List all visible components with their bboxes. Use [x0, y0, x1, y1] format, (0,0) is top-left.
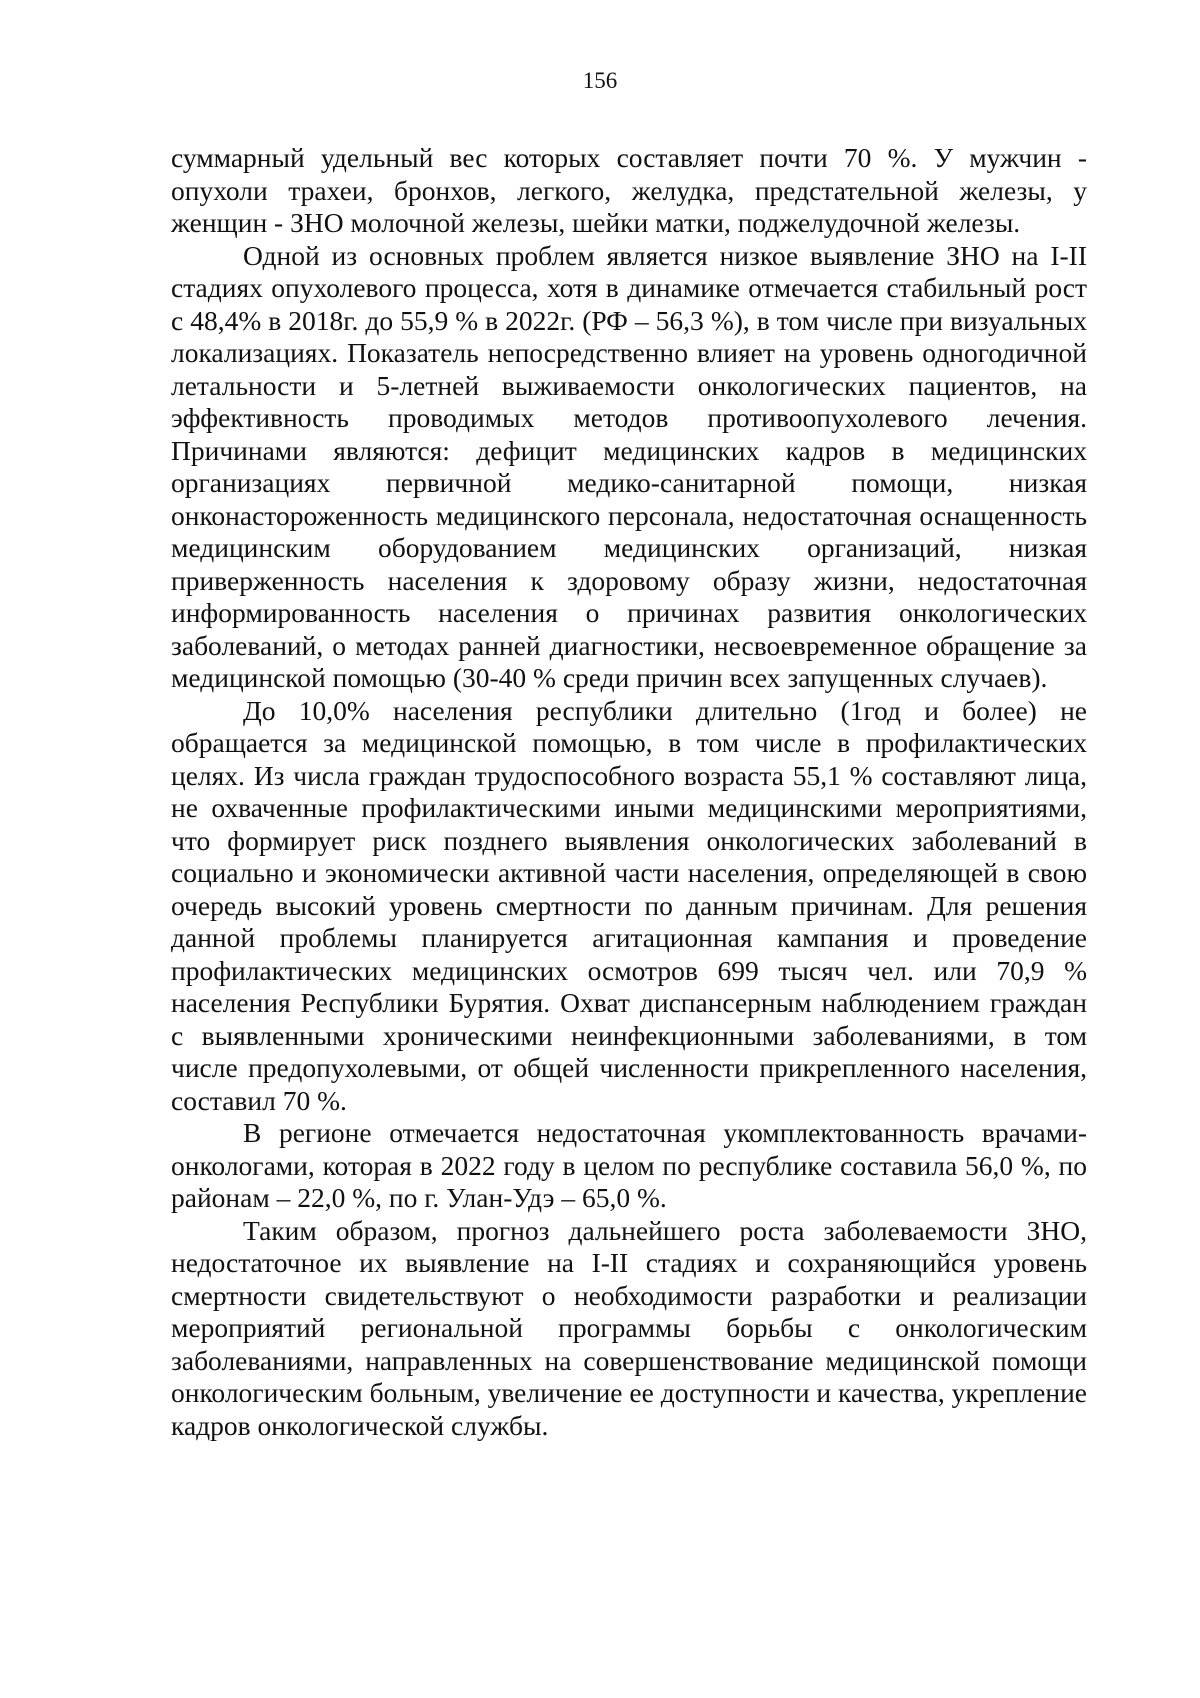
page-number: 156 — [582, 68, 618, 93]
paragraph-medical-care-access: До 10,0% населения республики длительно (1год и более) не обращается за медицинской помощью, в том числе в профилактических целях. Из числа граждан трудоспособного возраста 55,1 % составляют лица, не охваченные профилактическими иными медицинскими мероприятиями, что формирует риск позднего выявления онкологических заболеваний в социально и экономически активной части населения, определяющей в свою очередь высокий уровень смертности по данным причинам. Для решения данной проблемы планируется агитационная кампания и проведение профилактических медицинских осмотров 699 тысяч чел. или 70,9 % населения Республики Бурятия. Охват диспансерным наблюдением граждан с выявленными хроническими неинфекционными заболеваниями, в том числе предопухолевыми, от общей численности прикрепленного населения, составил 70 %. — [171, 694, 1087, 1116]
paragraph-detection-problem: Одной из основных проблем является низкое выявление ЗНО на I-II стадиях опухолевого процесса, хотя в динамике отмечается стабильный рост с 48,4% в 2018г. до 55,9 % в 2022г. (РФ – 56,3 %), в том числе при визуальных локализациях. Показатель непосредственно влияет на уровень одногодичной летальности и 5-летней выживаемости онкологических пациентов, на эффективность проводимых методов противоопухолевого лечения. Причинами являются: дефицит медицинских кадров в медицинских организациях первичной медико-санитарной помощи, низкая онконастороженность медицинского персонала, недостаточная оснащенность медицинским оборудованием медицинских организаций, низкая приверженность населения к здоровому образу жизни, недостаточная информированность населения о причинах развития онкологических заболеваний, о методах ранней диагностики, несвоевременное обращение за медицинской помощью (30-40 % среди причин всех запущенных случаев). — [171, 239, 1087, 693]
paragraph-continuation: суммарный удельный вес которых составляет почти 70 %. У мужчин - опухоли трахеи, бронхов, легкого, желудка, предстательной железы, у женщин - ЗНО молочной железы, шейки матки, поджелудочной железы. — [171, 142, 1087, 238]
paragraph-conclusion: Таким образом, прогноз дальнейшего роста заболеваемости ЗНО, недостаточное их выявление на I-II стадиях и сохраняющийся уровень смертности свидетельствуют о необходимости разработки и реализации мероприятий региональной программы борьбы с онкологическим заболеваниями, направленных на совершенствование медицинской помощи онкологическим больным, увеличение ее доступности и качества, укрепление кадров онкологической службы. — [171, 1214, 1087, 1441]
paragraph-staffing: В регионе отмечается недостаточная укомплектованность врачами-онкологами, которая в 2022 году в целом по республике составила 56,0 %, по районам – 22,0 %, по г. Улан-Удэ – 65,0 %. — [171, 1117, 1087, 1213]
document-body — [171, 142, 1087, 1442]
